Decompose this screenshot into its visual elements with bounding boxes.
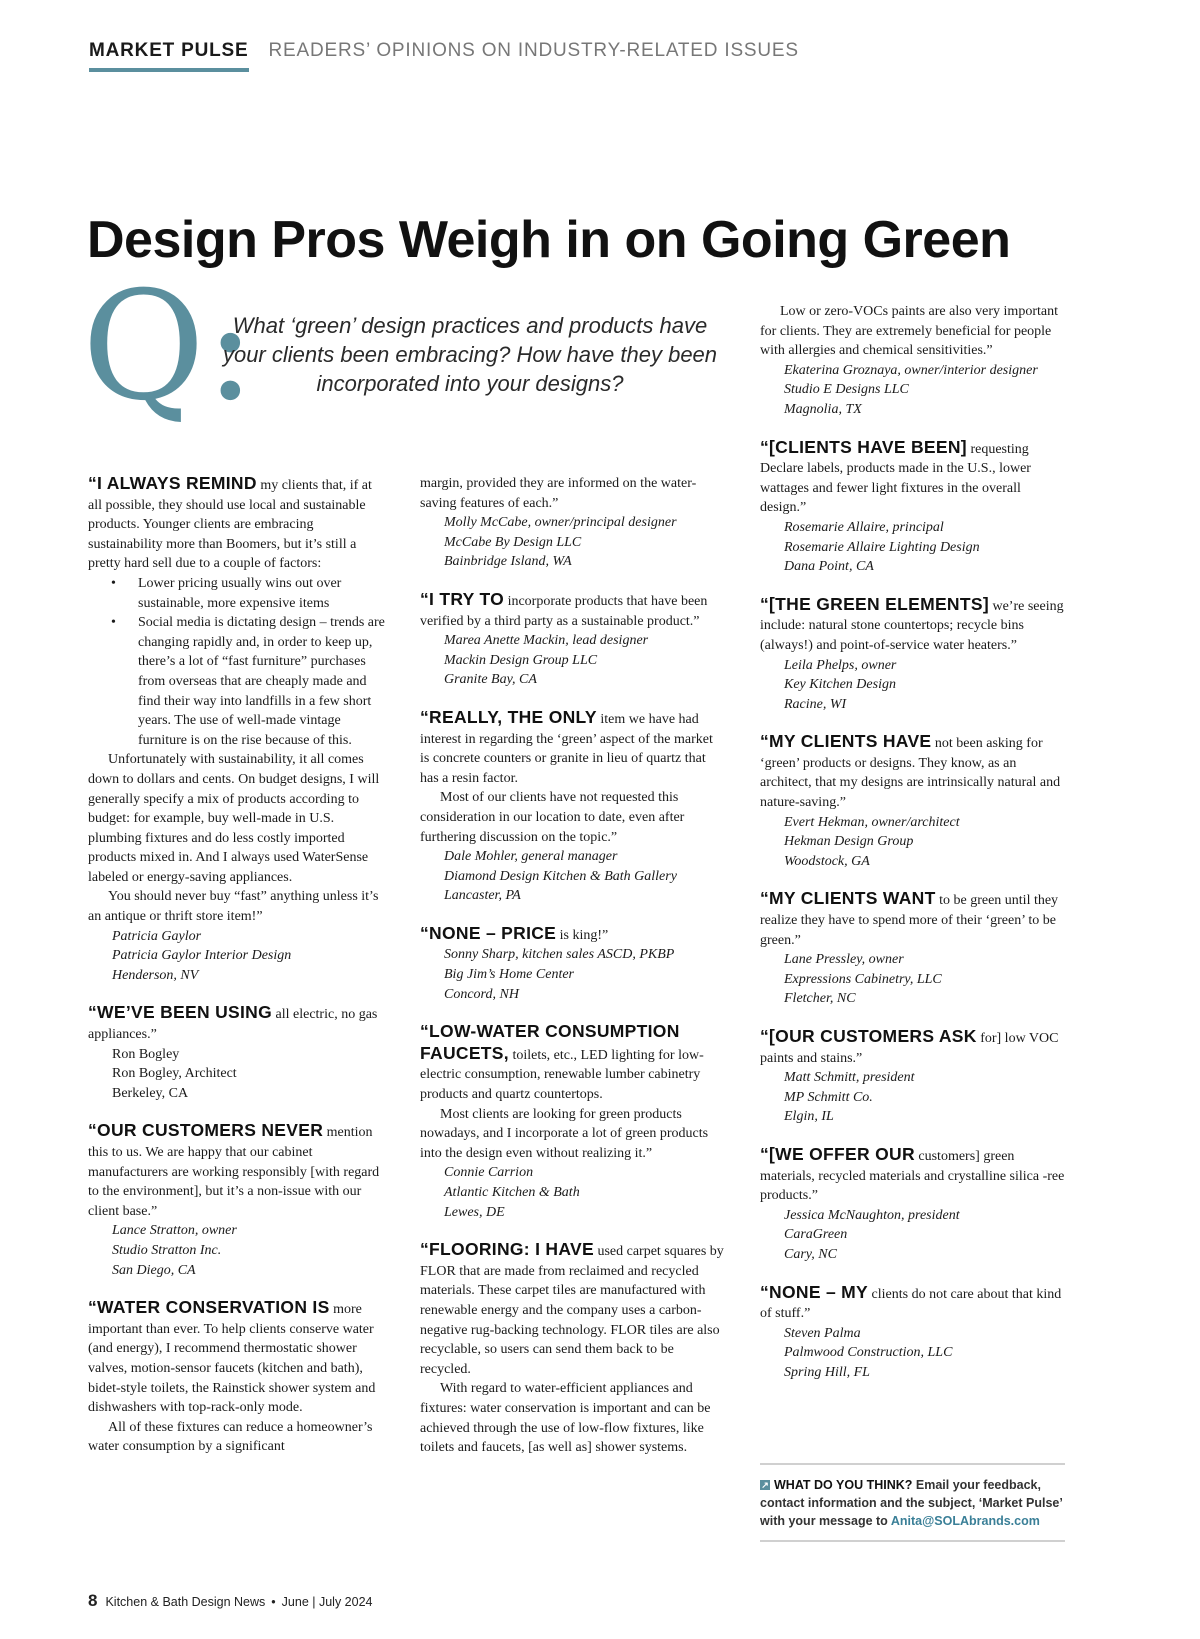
attribution-line: Bainbridge Island, WA bbox=[444, 554, 572, 570]
attribution-line: Matt Schmitt, president bbox=[784, 1070, 915, 1086]
attribution bbox=[760, 813, 1065, 872]
quote-text: customers] green materials, recycled materials and crystalline silica -ree products.” bbox=[760, 1148, 1065, 1204]
quote-paragraph bbox=[88, 1003, 388, 1044]
attribution bbox=[88, 927, 388, 986]
quote-lead: “NONE – PRICE bbox=[420, 922, 557, 943]
quote-text: item we have had interest in regarding the ‘green’ aspect of the market is concrete counters or granite in lieu of quartz that has a resin factor. bbox=[420, 711, 713, 786]
quote-entry bbox=[88, 1121, 388, 1280]
attribution bbox=[760, 1206, 1065, 1265]
quote-text: margin, provided they are informed on the water-saving features of each.” bbox=[420, 476, 697, 511]
page-number: 8 bbox=[88, 1591, 98, 1610]
quote-paragraph bbox=[760, 438, 1065, 518]
attribution bbox=[420, 631, 725, 690]
quote-paragraph bbox=[760, 889, 1065, 950]
quote-entry bbox=[420, 924, 725, 1004]
quote-lead: “MY CLIENTS WANT bbox=[760, 888, 936, 909]
attribution bbox=[760, 656, 1065, 715]
publication-name: Kitchen & Bath Design News bbox=[105, 1595, 266, 1609]
attribution-line: Berkeley, CA bbox=[112, 1085, 189, 1101]
attribution bbox=[760, 1324, 1065, 1383]
attribution-line: Rosemarie Allaire, principal bbox=[784, 519, 944, 535]
attribution-line: Molly McCabe, owner/principal designer bbox=[444, 515, 677, 531]
section-name: MARKET PULSE bbox=[89, 40, 249, 72]
attribution-line: Woodstock, GA bbox=[784, 853, 870, 869]
quote-paragraph bbox=[420, 1240, 725, 1379]
quote-text: more important than ever. To help clients conserve water (and energy), I recommend thermostatic shower valves, motion-sensor faucets (kitchen and bath), bidet-style toilets, the Rainstick shower system and dishwashers with top-rack-only mode. bbox=[88, 1302, 376, 1416]
attribution-line: Fletcher, NC bbox=[784, 991, 856, 1007]
attribution-line: Lance Stratton, owner bbox=[112, 1223, 237, 1239]
attribution-line: MP Schmitt Co. bbox=[784, 1089, 873, 1105]
attribution-line: Key Kitchen Design bbox=[784, 677, 896, 693]
attribution-line: Studio Stratton Inc. bbox=[112, 1242, 222, 1258]
quote-text: for] low VOC paints and stains.” bbox=[760, 1031, 1059, 1066]
quote-text: Low or zero-VOCs paints are also very important for clients. They are extremely beneficial for people with allergies and chemical sensitivities.” bbox=[760, 304, 1058, 359]
quote-paragraph bbox=[420, 924, 725, 946]
quote-paragraph bbox=[420, 474, 725, 513]
article-title: Design Pros Weigh in on Going Green bbox=[87, 211, 1011, 269]
quote-paragraph bbox=[760, 302, 1065, 361]
attribution-line: Patricia Gaylor bbox=[112, 928, 202, 944]
attribution-line: Studio E Designs LLC bbox=[784, 382, 909, 398]
quote-text: With regard to water-efficient appliances and fixtures: water conservation is important and can be achieved through the use of low-flow fixtures, like toilets and faucets, [as well as] shower systems. bbox=[420, 1381, 711, 1456]
attribution-line: Leila Phelps, owner bbox=[784, 657, 897, 673]
attribution-line: Concord, NH bbox=[444, 986, 519, 1002]
quote-entry bbox=[420, 590, 725, 690]
quote-lead: “WATER CONSERVATION IS bbox=[88, 1297, 330, 1318]
attribution-line: Steven Palma bbox=[784, 1325, 861, 1341]
footer-separator: • bbox=[271, 1595, 276, 1609]
quote-entry bbox=[88, 1003, 388, 1103]
bullet-item: • Lower pricing usually wins out over sustainable, more expensive items bbox=[138, 574, 388, 613]
bullet-item: • Social media is dictating design – trends are changing rapidly and, in order to keep up, there’s a lot of “fast furniture” purchases from overseas that are cheaply made and find their way into landfills in a few short years. The use of well-made vintage furniture is on the rise because of this. bbox=[138, 613, 388, 750]
quote-entry bbox=[420, 474, 725, 572]
section-subtitle: READERS’ OPINIONS ON INDUSTRY-RELATED ISSUES bbox=[268, 40, 799, 61]
quote-text: toilets, etc., LED lighting for low-electric consumption, renewable lumber cabinetry products and quartz countertops. bbox=[420, 1047, 704, 1103]
attribution-line: Atlantic Kitchen & Bath bbox=[444, 1185, 580, 1200]
quote-entry bbox=[760, 595, 1065, 715]
quote-lead: “[CLIENTS HAVE BEEN] bbox=[760, 436, 967, 457]
attribution-line: Magnolia, TX bbox=[784, 401, 862, 417]
quote-text: Most of our clients have not requested this consideration in our location to date, even after furthering discussion on the topic.” bbox=[420, 790, 685, 845]
callout-heading: WHAT DO YOU THINK? bbox=[774, 1478, 913, 1492]
quote-entry bbox=[760, 1145, 1065, 1265]
quote-lead: “[OUR CUSTOMERS ASK bbox=[760, 1026, 977, 1046]
page-footer bbox=[88, 1591, 372, 1611]
quote-paragraph bbox=[420, 788, 725, 847]
quote-entry bbox=[420, 1240, 725, 1458]
quote-entry bbox=[760, 1027, 1065, 1127]
quote-paragraph bbox=[760, 1027, 1065, 1068]
quote-paragraph bbox=[760, 595, 1065, 656]
quote-text: incorporate products that have been verified by a third party as a sustainable product.” bbox=[420, 593, 708, 629]
quote-paragraph bbox=[420, 590, 725, 631]
attribution-line: Palmwood Construction, LLC bbox=[784, 1345, 953, 1361]
bullet-list bbox=[88, 574, 388, 750]
attribution bbox=[420, 945, 725, 1004]
quote-paragraph bbox=[88, 1418, 388, 1457]
quote-entry bbox=[88, 1298, 388, 1457]
quote-text: clients do not care about that kind of stuff.” bbox=[760, 1286, 1062, 1322]
attribution-line: Lewes, DE bbox=[444, 1204, 505, 1220]
attribution-line: Marea Anette Mackin, lead designer bbox=[444, 633, 649, 649]
quote-entry bbox=[420, 708, 725, 906]
quote-lead: “NONE – MY bbox=[760, 1281, 869, 1302]
attribution-line: Expressions Cabinetry, LLC bbox=[784, 971, 942, 987]
quote-paragraph bbox=[88, 1121, 388, 1221]
quote-lead: “I TRY TO bbox=[420, 588, 505, 609]
attribution bbox=[88, 1221, 388, 1280]
attribution-line: San Diego, CA bbox=[112, 1262, 196, 1278]
attribution-line: Jessica McNaughton, president bbox=[784, 1207, 960, 1223]
quote-text: All of these fixtures can reduce a homeowner’s water consumption by a significant bbox=[88, 1419, 373, 1455]
attribution-line: Lancaster, PA bbox=[444, 888, 521, 904]
attribution-line: Patricia Gaylor Interior Design bbox=[112, 948, 292, 964]
attribution-line: Rosemarie Allaire Lighting Design bbox=[784, 539, 980, 555]
callout-text: Email your feedback, contact information and the subject, ‘Market Pulse’ with your message to bbox=[760, 1478, 1063, 1528]
attribution bbox=[420, 1163, 725, 1222]
quote-entry bbox=[760, 438, 1065, 577]
quote-lead: “LOW-WATER CONSUMPTION FAUCETS, bbox=[420, 1021, 680, 1063]
attribution-line: Mackin Design Group LLC bbox=[444, 652, 598, 668]
column-3 bbox=[760, 302, 1065, 1401]
quote-text: all electric, no gas appliances.” bbox=[88, 1007, 378, 1043]
quote-lead: “REALLY, THE ONLY bbox=[420, 706, 597, 727]
quote-entry bbox=[760, 302, 1065, 420]
quote-entry bbox=[420, 1022, 725, 1222]
attribution-line: Sonny Sharp, kitchen sales ASCD, PKBP bbox=[444, 947, 675, 963]
section-header bbox=[89, 40, 799, 72]
question-text: What ‘green’ design practices and products have your clients been embracing? How have they been incorporated into your designs? bbox=[222, 313, 718, 396]
quote-entry bbox=[760, 732, 1065, 871]
quote-text: used carpet squares by FLOR that are made from reclaimed and recycled materials. These carpet tiles are manufactured with renewable energy and the company uses a carbon-negative rug-backing technology. FLOR tiles are also recyclable, so users can send them back to be recycled. bbox=[420, 1244, 724, 1377]
attribution-line: Evert Hekman, owner/architect bbox=[784, 814, 960, 830]
feedback-callout bbox=[760, 1463, 1065, 1542]
attribution-line: Granite Bay, CA bbox=[444, 672, 537, 688]
quote-paragraph: You should never buy “fast” anything unless it’s an antique or thrift store item!” bbox=[88, 889, 379, 925]
attribution bbox=[760, 361, 1065, 420]
quote-paragraph bbox=[88, 1298, 388, 1418]
quote-text: requesting Declare labels, products made in the U.S., lower wattages and fewer light fixtures in the overall design.” bbox=[760, 441, 1031, 516]
quote-text: mention this to us. We are happy that our cabinet manufacturers are working responsibly [with regard to the environment], but it’s a non-issue with our client base.” bbox=[88, 1125, 380, 1219]
attribution bbox=[420, 513, 725, 572]
quote-paragraph bbox=[420, 1379, 725, 1457]
quote-text: my clients that, if at all possible, they should use local and sustainable products. Younger clients are embracing sustainability more than Boomers, but it’s still a pretty hard sell due to a couple of factors: bbox=[88, 478, 372, 572]
quote-paragraph bbox=[760, 1283, 1065, 1324]
column-1 bbox=[88, 474, 388, 1475]
quote-lead: “[THE GREEN ELEMENTS] bbox=[760, 593, 989, 614]
quote-paragraph: Unfortunately with sustainability, it all comes down to dollars and cents. On budget designs, I will generally specify a mix of products according to budget: for example, buy well-made in U.S. plumbing fixtures and do less costly imported products mixed in. And I always used WaterSense labeled or energy-saving appliances. bbox=[88, 752, 380, 885]
attribution-line: Connie Carrion bbox=[444, 1165, 534, 1181]
quote-lead: “WE’VE BEEN USING bbox=[88, 1002, 273, 1023]
attribution-line: Henderson, NV bbox=[112, 967, 199, 983]
quote-text: we’re seeing include: natural stone countertops; recycle bins (always!) and point-of-service water heaters.” bbox=[760, 598, 1064, 653]
attribution-line: McCabe By Design LLC bbox=[444, 534, 582, 550]
attribution-line: Dale Mohler, general manager bbox=[444, 849, 618, 865]
quote-paragraph bbox=[760, 1145, 1065, 1206]
attribution-line: Spring Hill, FL bbox=[784, 1364, 870, 1380]
quote-lead: “MY CLIENTS HAVE bbox=[760, 731, 932, 752]
attribution bbox=[760, 518, 1065, 577]
quote-text: not been asking for ‘green’ products or designs. They know, as an architect, that my designs are intrinsically natural and nature-saving.” bbox=[760, 736, 1061, 811]
quote-lead: “OUR CUSTOMERS NEVER bbox=[88, 1120, 324, 1141]
quote-text: to be green until they realize they have to spend more of their ‘green’ to be green.” bbox=[760, 893, 1059, 948]
attribution-line: Ekaterina Groznaya, owner/interior designer bbox=[784, 362, 1038, 378]
q-mark: Q: bbox=[82, 260, 256, 434]
quote-lead: “[WE OFFER OUR bbox=[760, 1143, 915, 1164]
quote-lead: “FLOORING: I HAVE bbox=[420, 1239, 594, 1260]
quote-paragraph bbox=[420, 708, 725, 788]
quote-paragraph bbox=[88, 474, 388, 574]
quote-paragraph bbox=[420, 1022, 725, 1104]
feedback-email-link[interactable]: Anita@SOLAbrands.com bbox=[890, 1514, 1040, 1528]
attribution-line: Lane Pressley, owner bbox=[784, 952, 904, 968]
quote-entry bbox=[760, 889, 1065, 1009]
attribution-line: CaraGreen bbox=[784, 1227, 848, 1243]
attribution-line: Ron Bogley, Architect bbox=[112, 1066, 237, 1082]
attribution-line: Diamond Design Kitchen & Bath Gallery bbox=[444, 868, 677, 884]
column-2 bbox=[420, 474, 725, 1476]
attribution bbox=[88, 1045, 388, 1104]
attribution bbox=[420, 847, 725, 906]
attribution-line: Racine, WI bbox=[784, 696, 847, 712]
quote-lead: “I ALWAYS REMIND bbox=[88, 473, 257, 493]
quote-text: is king!” bbox=[556, 927, 609, 943]
attribution-line: Hekman Design Group bbox=[784, 834, 914, 850]
quote-entry bbox=[760, 1283, 1065, 1383]
quote-text: Most clients are looking for green products nowadays, and I incorporate a lot of green products into the design even without realizing it.” bbox=[420, 1106, 709, 1161]
issue-date: June | July 2024 bbox=[281, 1595, 373, 1609]
attribution-line: Cary, NC bbox=[784, 1246, 837, 1262]
quote-entry bbox=[88, 474, 388, 985]
attribution-line: Dana Point, CA bbox=[784, 559, 874, 575]
attribution bbox=[760, 1068, 1065, 1127]
attribution-line: Elgin, IL bbox=[784, 1109, 834, 1125]
arrow-icon: ↗ bbox=[761, 1480, 769, 1490]
attribution-line: Ron Bogley bbox=[112, 1046, 180, 1062]
attribution-line: Big Jim’s Home Center bbox=[444, 967, 574, 983]
quote-paragraph bbox=[420, 1105, 725, 1164]
quote-paragraph bbox=[760, 732, 1065, 812]
attribution bbox=[760, 950, 1065, 1009]
